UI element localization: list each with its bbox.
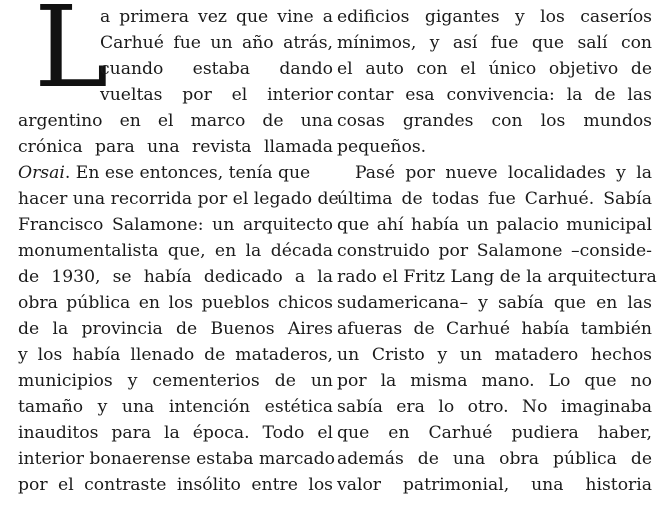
text-line: que en Carhué pudiera haber, [337,423,652,443]
text-line: además de una obra pública de [337,449,652,469]
text-line: sudamericana– y sabía que en las [337,293,652,313]
text-line: Pasé por nueve localidades y la [355,163,652,183]
text-line: pequeños. [337,137,427,157]
text-line: municipios y cementerios de un [18,371,333,391]
text-line: que ahí había un palacio municipal [337,215,652,235]
text-line: inauditos para la época. Todo el [18,423,333,443]
text-line [18,160,333,186]
text-line: argentino en el marco de una [18,111,333,131]
text-line: tamaño y una intención estética [18,397,333,417]
text-line: crónica para una revista llamada [18,137,333,157]
text-line: cosas grandes con los mundos [337,111,652,131]
text-line: por la misma mano. Lo que no [337,371,652,391]
text-line: edificios gigantes y los caseríos [337,7,652,27]
text-line: construido por Salamone –conside- [337,241,652,261]
text-line: Carhué fue un año atrás, [100,33,333,53]
text-line: afueras de Carhué había también [337,319,652,339]
text-line: y los había llenado de mataderos, [18,345,333,365]
text-line: a primera vez que vine a [100,7,333,27]
text-line: interior bonaerense estaba marcado [18,449,335,469]
text-line: el auto con el único objetivo de [337,59,652,79]
text-line: por el contraste insólito entre los [18,475,333,495]
text-fragment: . En ese entonces, tenía que [64,163,311,183]
text-line: cuando estaba dando [100,59,333,79]
text-line: obra pública en los pueblos chicos [18,293,333,313]
magazine-name: Orsai [18,163,65,183]
text-line: mínimos, y así fue que salí con [337,33,652,53]
text-line: monumentalista que, en la década [18,241,333,261]
text-line: contar esa convivencia: la de las [337,85,652,105]
text-line: rado el Fritz Lang de la arquitectura [337,267,657,287]
text-line: última de todas fue Carhué. Sabía [337,189,652,209]
text-line: vueltas por el interior [100,85,333,105]
drop-cap: L [34,0,109,113]
text-line: Francisco Salamone: un arquitecto [18,215,333,235]
text-line: valor patrimonial, una historia [337,475,652,495]
text-line: sabía era lo otro. No imaginaba [337,397,652,417]
text-line: hacer una recorrida por el legado de [18,189,339,209]
text-line: de la provincia de Buenos Aires [18,319,333,339]
text-line: un Cristo y un matadero hechos [337,345,652,365]
text-line: de 1930, se había dedicado a la [18,267,333,287]
